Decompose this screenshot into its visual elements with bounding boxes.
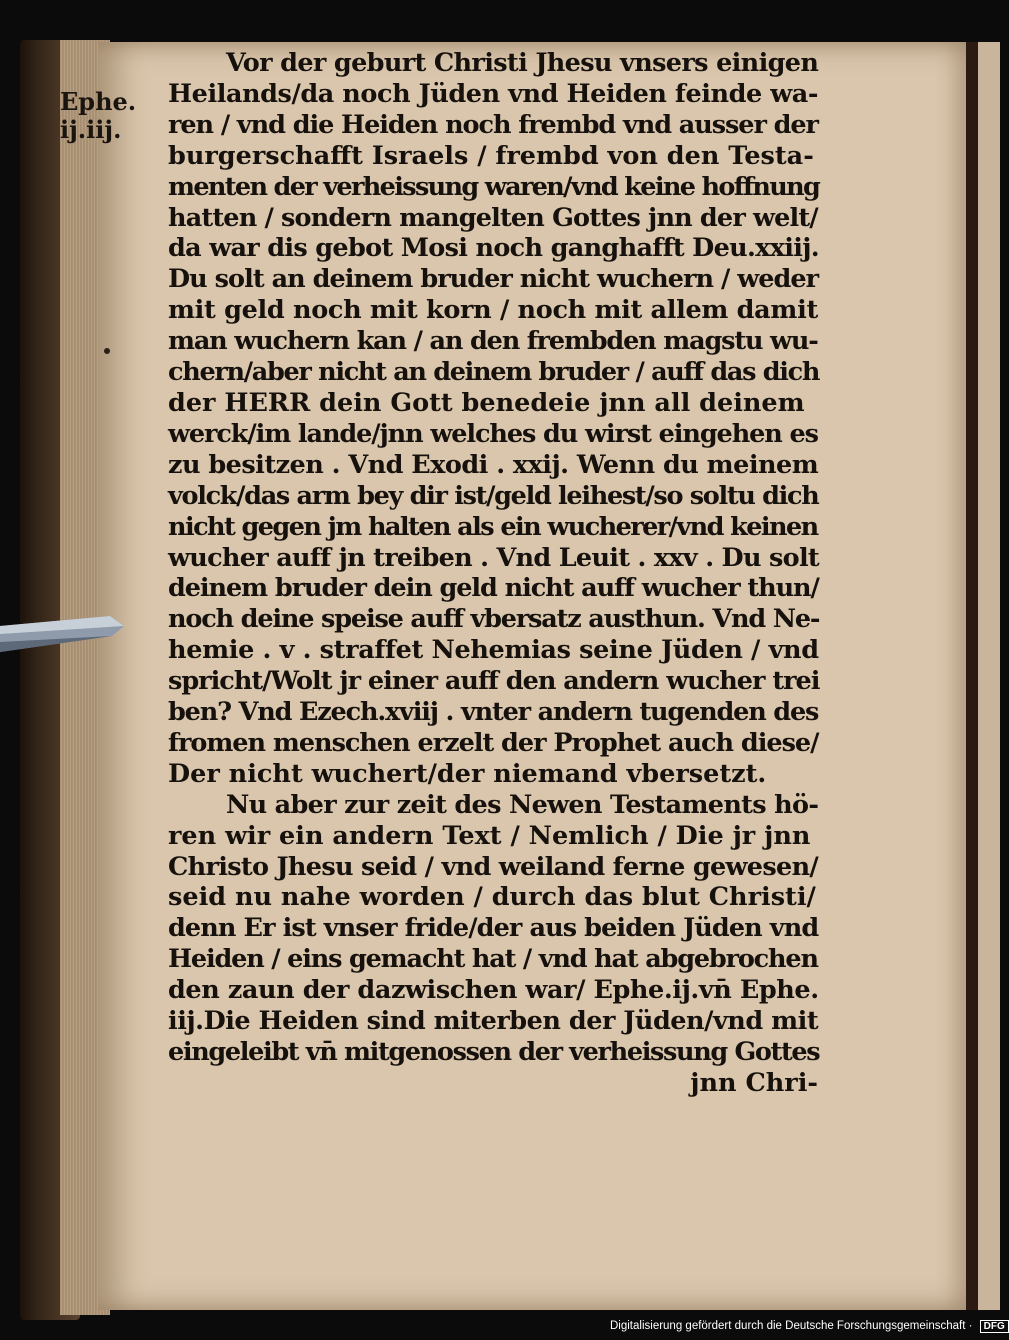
text-line: hatten / sondern mangelten Gottes jnn der welt/ (168, 202, 818, 233)
footer-credit (610, 1320, 1009, 1333)
text-line: Heilands/da noch Jüden vnd Heiden feinde wa- (168, 78, 819, 109)
text-line: da war dis gebot Mosi noch ganghafft Deu.xxiij. (168, 233, 819, 264)
facing-page-edge (978, 42, 1000, 1310)
margin-note-line: Ephe. (60, 87, 137, 116)
text-line: wucher auff jn treiben . Vnd Leuit . xxv . Du solt (168, 542, 820, 573)
ink-speck (104, 348, 110, 354)
dfg-logo: DFG (980, 1320, 1009, 1333)
text-line: deinem bruder dein geld nicht auff wucher thun/ (168, 573, 819, 604)
text-line: den zaun der dazwischen war/ Ephe.ij.vn̄ Ephe. (168, 975, 819, 1006)
text-line: Heiden / eins gemacht hat / vnd hat abgebrochen (168, 944, 818, 975)
footer-credit-text: Digitalisierung gefördert durch die Deutsche Forschungsgemeinschaft · (610, 1320, 973, 1332)
text-line: seid nu nahe worden / durch das blut Christi/ (168, 882, 816, 913)
text-line: mit geld noch mit korn / noch mit allem damit (168, 295, 818, 326)
text-line: man wuchern kan / an den frembden magstu wu- (168, 326, 818, 357)
text-line: nicht gegen jm halten als ein wucherer/vnd keinen (168, 511, 818, 542)
text-line: Der nicht wuchert/der niemand vbersetzt. (168, 758, 767, 789)
margin-note (60, 88, 136, 144)
page-text-block (168, 48, 818, 1099)
text-line: Du solt an deinem bruder nicht wuchern / weder (168, 264, 819, 295)
book-gutter (966, 42, 978, 1310)
text-line: jnn Chri- (690, 1067, 818, 1098)
text-line: iij.Die Heiden sind miterben der Jüden/vnd mit (168, 1006, 819, 1037)
text-line: ren / vnd die Heiden noch frembd vnd ausser der (168, 109, 818, 140)
text-line: ben? Vnd Ezech.xviij . vnter andern tugenden des (168, 697, 819, 728)
text-line: noch deine speise auff vbersatz austhun. Vnd Ne- (168, 604, 820, 635)
text-line: Vor der geburt Christi Jhesu vnsers einigen (226, 48, 819, 78)
text-line: fromen menschen erzelt der Prophet auch diese/ (168, 727, 819, 758)
text-line: burgerschafft Israels / frembd von den Testa- (168, 140, 814, 171)
text-line: Christo Jhesu seid / vnd weiland ferne gewesen/ (168, 851, 819, 882)
margin-note-line: ij.iij. (60, 115, 122, 144)
text-line: denn Er ist vnser fride/der aus beiden Jüden vnd (168, 913, 819, 944)
text-line: eingeleibt vn̄ mitgenossen der verheissung Gottes (168, 1037, 820, 1067)
text-line: volck/das arm bey dir ist/geld leihest/so soltu dich (168, 480, 819, 511)
text-line: chern/aber nicht an deinem bruder / auff das dich (168, 357, 820, 388)
text-line: spricht/Wolt jr einer auff den andern wucher trei (168, 666, 820, 697)
text-line: ren wir ein andern Text / Nemlich / Die jr jnn (168, 820, 811, 851)
text-line: der HERR dein Gott benedeie jnn all deinem (168, 387, 805, 418)
text-line: Nu aber zur zeit des Newen Testaments hö- (226, 789, 819, 820)
text-line: werck/im lande/jnn welches du wirst eingehen es (168, 418, 818, 449)
pointer-stick (0, 612, 124, 656)
text-line: menten der verheissung waren/vnd keine hoffnung (168, 171, 820, 202)
text-line: zu besitzen . Vnd Exodi . xxij. Wenn du meinem (168, 449, 819, 480)
text-line: hemie . v . straffet Nehemias seine Jüden / vnd (168, 635, 819, 666)
